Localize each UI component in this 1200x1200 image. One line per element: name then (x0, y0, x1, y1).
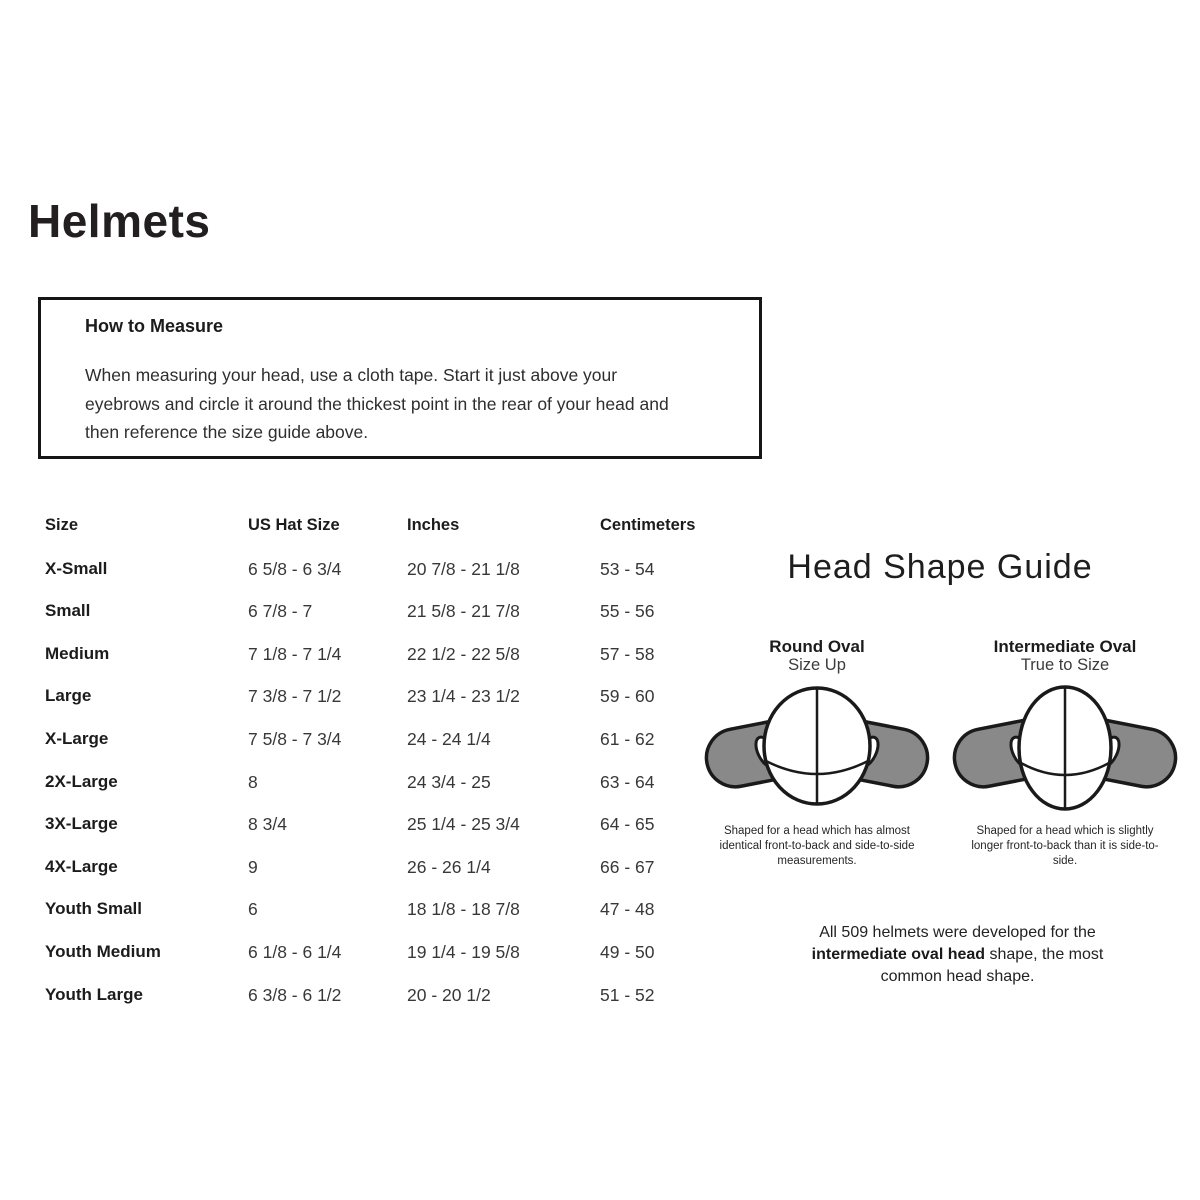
intermediate-oval-head-diagram-icon (950, 684, 1180, 824)
table-row-centimeters: 55 - 56 (600, 601, 655, 622)
round-oval-head-diagram-icon (702, 684, 932, 824)
table-row-size: Youth Medium (45, 941, 161, 961)
table-row-size: X-Large (45, 728, 109, 748)
round-oval-section (702, 637, 932, 869)
table-row-inches: 23 1/4 - 23 1/2 (407, 686, 520, 707)
table-row-inches: 20 7/8 - 21 1/8 (407, 558, 520, 579)
how-to-measure-body: When measuring your head, use a cloth tape. Start it just above your eyebrows and circle it around the thickest point in the rear of your head and then reference the size guide above. (85, 365, 669, 442)
table-row-hat-size: 8 3/4 (248, 814, 287, 835)
page-title: Helmets (28, 195, 211, 247)
table-row-hat-size: 7 3/8 - 7 1/2 (248, 686, 342, 707)
table-row-centimeters: 63 - 64 (600, 771, 655, 792)
table-row-hat-size: 8 (248, 771, 258, 792)
table-row-inches: 25 1/4 - 25 3/4 (407, 814, 520, 835)
table-row-centimeters: 53 - 54 (600, 558, 655, 579)
table-row-hat-size: 6 (248, 899, 258, 920)
table-row-inches: 20 - 20 1/2 (407, 984, 491, 1005)
helmet-development-note (770, 922, 1145, 988)
note-line1: All 509 helmets were developed for the (819, 924, 1096, 941)
note-bold-phrase: intermediate oval head (811, 946, 986, 963)
table-row-inches: 26 - 26 1/4 (407, 856, 491, 877)
intermediate-oval-fit-label: True to Size (1020, 656, 1110, 674)
table-row-centimeters: 51 - 52 (600, 984, 655, 1005)
table-row-size: Small (45, 601, 91, 621)
head-shape-guide-title: Head Shape Guide (787, 548, 1093, 586)
table-row-hat-size: 6 7/8 - 7 (248, 601, 313, 622)
size-table-header-size: Size (45, 516, 79, 534)
table-row-centimeters: 64 - 65 (600, 814, 655, 835)
table-row-centimeters: 59 - 60 (600, 686, 655, 707)
table-row-hat-size: 6 5/8 - 6 3/4 (248, 558, 342, 579)
round-oval-label: Round Oval (769, 637, 865, 656)
table-row-hat-size: 6 1/8 - 6 1/4 (248, 941, 342, 962)
table-row-centimeters: 57 - 58 (600, 643, 655, 664)
table-row-hat-size: 6 3/8 - 6 1/2 (248, 984, 342, 1005)
how-to-measure-heading: How to Measure (85, 316, 224, 336)
size-table-header-inches: Inches (407, 516, 460, 534)
table-row-size: Large (45, 686, 92, 706)
round-oval-caption: Shaped for a head which has almost identical front-to-back and side-to-side measurements. (719, 825, 915, 867)
table-row-inches: 18 1/8 - 18 7/8 (407, 899, 520, 920)
note-line3: common head shape. (880, 968, 1035, 985)
table-row-hat-size: 7 1/8 - 7 1/4 (248, 643, 342, 664)
table-row-centimeters: 66 - 67 (600, 856, 655, 877)
size-table-header-us-hat-size: US Hat Size (248, 516, 340, 534)
how-to-measure-box (38, 297, 762, 459)
table-row-centimeters: 49 - 50 (600, 941, 655, 962)
size-table (45, 516, 725, 1027)
size-table-header-centimeters: Centimeters (600, 516, 696, 534)
table-row-inches: 19 1/4 - 19 5/8 (407, 941, 520, 962)
table-row-size: 4X-Large (45, 856, 118, 876)
table-row-centimeters: 61 - 62 (600, 728, 655, 749)
table-row-inches: 24 - 24 1/4 (407, 728, 491, 749)
intermediate-oval-label: Intermediate Oval (993, 637, 1137, 656)
table-row-size: X-Small (45, 558, 108, 578)
table-row-size: 2X-Large (45, 771, 118, 791)
table-row-inches: 24 3/4 - 25 (407, 771, 491, 792)
round-oval-fit-label: Size Up (788, 656, 846, 674)
table-row-size: Youth Large (45, 984, 143, 1004)
note-line2-rest: shape, the most (985, 946, 1104, 963)
table-row-centimeters: 47 - 48 (600, 899, 655, 920)
intermediate-oval-section (950, 637, 1180, 869)
table-row-hat-size: 7 5/8 - 7 3/4 (248, 728, 342, 749)
table-row-size: Medium (45, 643, 110, 663)
table-row-size: Youth Small (45, 899, 142, 919)
table-row-hat-size: 9 (248, 856, 258, 877)
intermediate-oval-caption: Shaped for a head which is slightly longer front-to-back than it is side-to-side. (971, 825, 1159, 867)
table-row-inches: 22 1/2 - 22 5/8 (407, 643, 520, 664)
table-row-inches: 21 5/8 - 21 7/8 (407, 601, 520, 622)
table-row-size: 3X-Large (45, 814, 118, 834)
